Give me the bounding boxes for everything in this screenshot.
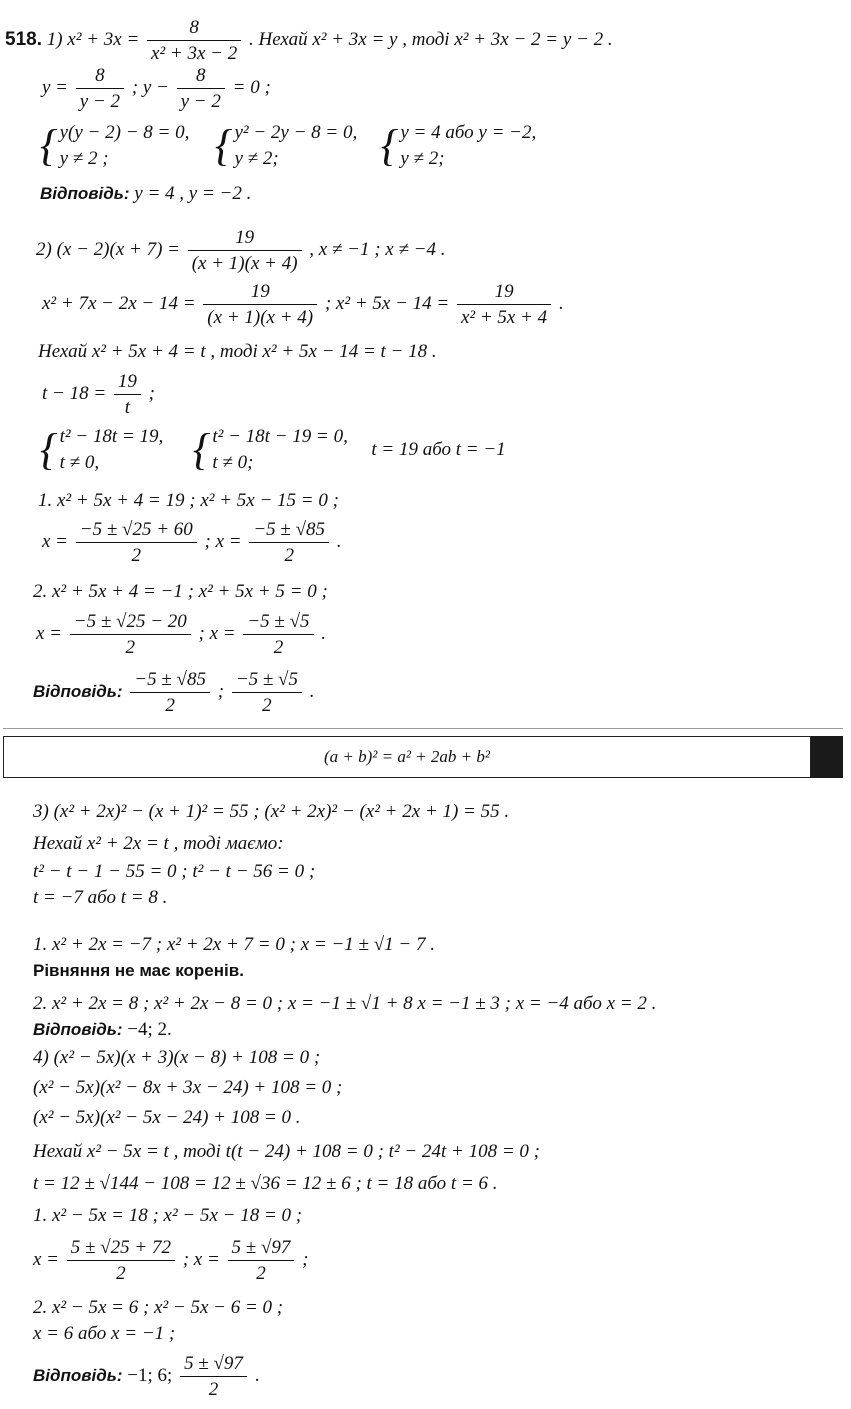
problem-4-line-4: Нехай x² − 5x = t , тоді t(t − 24) + 108 = 0 ; t² − 24t + 108 = 0 ; [33,1141,540,1162]
problem-4-case-1-roots: x = $\frac{5 \pm √25 + 72}{2}$ ; x = $\frac{5 \pm √97}{2}$ ; [33,1237,309,1284]
problem-4-case-2-roots: x = 6 або x = −1 ; [33,1323,176,1344]
problem-4-line-2: (x² − 5x)(x² − 8x + 3x − 24) + 108 = 0 ; [33,1077,343,1098]
problem-3-answer: Відповідь: −4; 2. [33,1019,172,1040]
fraction: $\frac{19}{(x + 1)(x + 4)}$ [203,282,317,327]
problem-2-line-2: x² + 7x − 2x − 14 = $\frac{19}{(x + 1)(x + 4)}$ ; x² + 5x − 14 = $\frac{19}{\text{x² + 5x + 4}}$ . [42,281,564,328]
problem-4-case-2: 2. x² − 5x = 6 ; x² − 5x − 6 = 0 ; [33,1297,284,1318]
divider [3,728,843,729]
problem-1-systems: { y(y − 2) − 8 = 0, y ≠ 2 ; { y² − 2y − 8 = 0, y ≠ 2; { y = 4 або y = −2, y ≠ 2; [40,120,537,170]
fraction: $\frac{8}{\text{x² + 3x − 2}}$ [147,18,241,63]
problem-3-line-2: Нехай x² + 2x = t , тоді маємо: [33,833,284,854]
problem-2-line-4: t − 18 = $\frac{19}{t}$ ; [42,371,155,418]
problem-3-line-3: t² − t − 1 − 55 = 0 ; t² − t − 56 = 0 ; [33,861,316,882]
system-1: t² − 18t = 19, t ≠ 0, [59,426,164,473]
fraction: $\frac{8}{y - 2}$ [177,66,225,111]
fraction: $\frac{-5 \pm √85}{2}$ [130,670,210,715]
fraction: $\frac{-5 \pm √5}{2}$ [243,612,313,657]
fraction: $\frac{-5 \pm √25 + 60}{2}$ [76,520,197,565]
problem-1-line-1: 518. 1) x² + 3x = $\frac{8}{\text{x² + 3x − 2}}$ . Нехай x² + 3x = y , тоді x² + 3x − 2 = y − 2 . [5,17,613,64]
fraction: $\frac{5 \pm √25 + 72}{2}$ [67,1238,175,1283]
system-3-result: t = 19 або t = −1 [371,438,506,460]
fraction: $\frac{19}{t}$ [114,372,141,417]
page-edge-tab [811,736,843,778]
problem-1-line-2: y = $\frac{8}{y - 2}$ ; y − $\frac{8}{y - 2}$ = 0 ; [42,65,271,112]
fraction: $\frac{19}{\text{x² + 5x + 4}}$ [457,282,551,327]
fraction: $\frac{-5 \pm √85}{2}$ [249,520,329,565]
problem-number: 518. [5,28,42,50]
problem-2-line-3: Нехай x² + 5x + 4 = t , тоді x² + 5x − 14 = t − 18 . [38,341,437,362]
problem-4-case-1: 1. x² − 5x = 18 ; x² − 5x − 18 = 0 ; [33,1205,303,1226]
fraction: $\frac{5 \pm √97}{2}$ [180,1354,247,1399]
problem-4-line-1: 4) (x² − 5x)(x + 3)(x − 8) + 108 = 0 ; [33,1047,321,1068]
system-2: t² − 18t − 19 = 0, t ≠ 0; [212,426,348,473]
formula-text: (a + b)² = a² + 2ab + b² [324,747,490,766]
fraction: $\frac{5 \pm √97}{2}$ [228,1238,295,1283]
fraction: $\frac{19}{(x + 1)(x + 4)}$ [188,228,302,273]
formula-box [3,736,811,778]
system-1: y(y − 2) − 8 = 0, y ≠ 2 ; [59,122,190,169]
problem-3-line-1: 3) (x² + 2x)² − (x + 1)² = 55 ; (x² + 2x)² − (x² + 2x + 1) = 55 . [33,801,510,822]
system-2: y² − 2y − 8 = 0, y ≠ 2; [234,122,358,169]
problem-2-case-1: 1. x² + 5x + 4 = 19 ; x² + 5x − 15 = 0 ; [38,490,339,511]
system-3: y = 4 або y = −2, y ≠ 2; [400,122,537,169]
problem-2-case-2-roots: x = $\frac{-5 \pm √25 - 20}{2}$ ; x = $\frac{-5 \pm √5}{2}$ . [36,611,327,658]
problem-4-line-3: (x² − 5x)(x² − 5x − 24) + 108 = 0 . [33,1107,301,1128]
problem-2-case-1-roots: x = $\frac{-5 \pm √25 + 60}{2}$ ; x = $\frac{-5 \pm √85}{2}$ . [42,519,342,566]
problem-4-line-5: t = 12 ± √144 − 108 = 12 ± √36 = 12 ± 6 ; t = 18 або t = 6 . [33,1173,498,1194]
problem-3-case-1: 1. x² + 2x = −7 ; x² + 2x + 7 = 0 ; x = −1 ± √1 − 7 . [33,934,435,955]
problem-3-line-4: t = −7 або t = 8 . [33,887,168,908]
fraction: $\frac{8}{y - 2}$ [76,66,124,111]
problem-2-line-1: 2) (x − 2)(x + 7) = $\frac{19}{(x + 1)(x + 4)}$ , x ≠ −1 ; x ≠ −4 . [36,227,446,274]
problem-1-answer: Відповідь: y = 4 , y = −2 . [40,183,252,204]
problem-2-answer: Відповідь: $\frac{-5 \pm √85}{2}$ ; $\frac{-5 \pm √5}{2}$ . [33,669,315,716]
problem-2-case-2: 2. x² + 5x + 4 = −1 ; x² + 5x + 5 = 0 ; [33,581,328,602]
fraction: $\frac{-5 \pm √25 - 20}{2}$ [70,612,191,657]
problem-2-systems: { t² − 18t = 19, t ≠ 0, { t² − 18t − 19 = 0, t ≠ 0; t = 19 або t = −1 [40,424,506,474]
problem-3-case-2: 2. x² + 2x = 8 ; x² + 2x − 8 = 0 ; x = −1 ± √1 + 8 x = −1 ± 3 ; x = −4 або x = 2 . [33,993,657,1014]
fraction: $\frac{-5 \pm √5}{2}$ [232,670,302,715]
problem-4-answer: Відповідь: −1; 6; $\frac{5 \pm √97}{2}$ . [33,1353,260,1400]
problem-3-case-1-note: Рівняння не має коренів. [33,961,244,980]
